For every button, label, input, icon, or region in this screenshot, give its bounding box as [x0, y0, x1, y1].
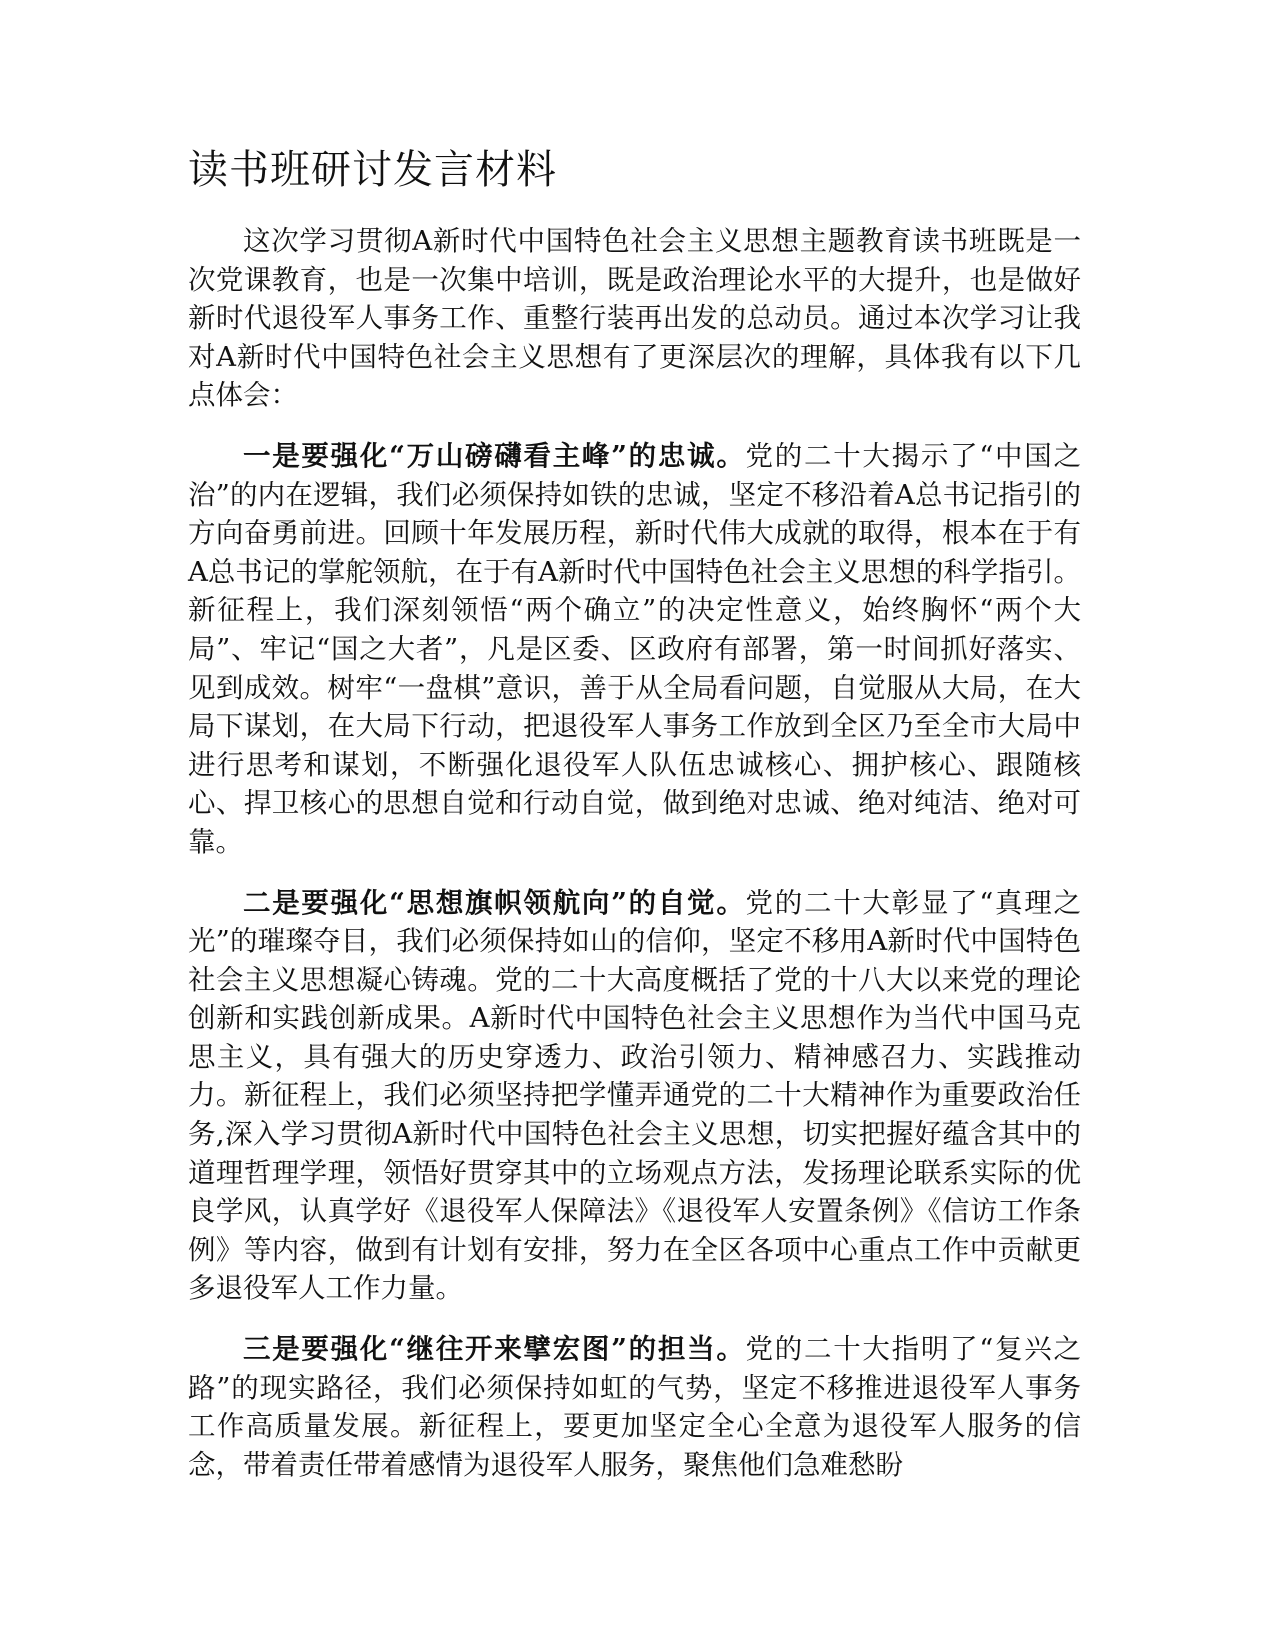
- paragraph-point-one: [188, 437, 1081, 862]
- paragraph-text: 党的二十大揭示了“中国之治”的内在逻辑，我们必须保持如铁的忠诚，坚定不移沿着A总书记指引的方向奋勇前进。回顾十年发展历程，新时代伟大成就的取得，根本在于有A总书记的掌舵领航，在于有A新时代中国特色社会主义思想的科学指引。新征程上，我们深刻领悟“两个确立”的决定性意义，始终胸怀“两个大局”、牢记“国之大者”，凡是区委、区政府有部署，第一时间抓好落实、见到成效。树牢“一盘棋”意识，善于从全局看问题，自觉服从大局，在大局下谋划，在大局下行动，把退役军人事务工作放到全区乃至全市大局中进行思考和谋划，不断强化退役军人队伍忠诚核心、拥护核心、跟随核心、捍卫核心的思想自觉和行动自觉，做到绝对忠诚、绝对纯洁、绝对可靠。: [188, 439, 1081, 858]
- paragraph-lead: 一是要强化“万山磅礴看主峰”的忠诚。: [243, 439, 746, 472]
- document-page: [188, 140, 1081, 1506]
- paragraph-point-three: [188, 1330, 1081, 1484]
- paragraph-text: 这次学习贯彻A新时代中国特色社会主义思想主题教育读书班既是一次党课教育，也是一次集中培训，既是政治理论水平的大提升，也是做好新时代退役军人事务工作、重整行装再出发的总动员。通过本次学习让我对A新时代中国特色社会主义思想有了更深层次的理解，具体我有以下几点体会：: [188, 225, 1081, 412]
- paragraph-text: 党的二十大指明了“复兴之路”的现实路径，我们必须保持如虹的气势，坚定不移推进退役军人事务工作高质量发展。新征程上，要更加坚定全心全意为退役军人服务的信念，带着责任带着感情为退役军人服务，聚焦他们急难愁盼: [188, 1333, 1081, 1481]
- paragraph-point-two: [188, 884, 1081, 1309]
- paragraph-lead: 三是要强化“继往开来擘宏图”的担当。: [243, 1333, 746, 1366]
- paragraph-intro: [188, 222, 1081, 415]
- paragraph-text: 党的二十大彰显了“真理之光”的璀璨夺目，我们必须保持如山的信仰，坚定不移用A新时代中国特色社会主义思想凝心铸魂。党的二十大高度概括了党的十八大以来党的理论创新和实践创新成果。A新时代中国特色社会主义思想作为当代中国马克思主义，具有强大的历史穿透力、政治引领力、精神感召力、实践推动力。新征程上，我们必须坚持把学懂弄通党的二十大精神作为重要政治任务,深入学习贯彻A新时代中国特色社会主义思想，切实把握好蕴含其中的道理哲理学理，领悟好贯穿其中的立场观点方法，发扬理论联系实际的优良学风，认真学好《退役军人保障法》《退役军人安置条例》《信访工作条例》等内容，做到有计划有安排，努力在全区各项中心重点工作中贡献更多退役军人工作力量。: [188, 886, 1081, 1305]
- paragraph-lead: 二是要强化“思想旗帜领航向”的自觉。: [243, 886, 746, 919]
- document-title: 读书班研讨发言材料: [188, 147, 557, 193]
